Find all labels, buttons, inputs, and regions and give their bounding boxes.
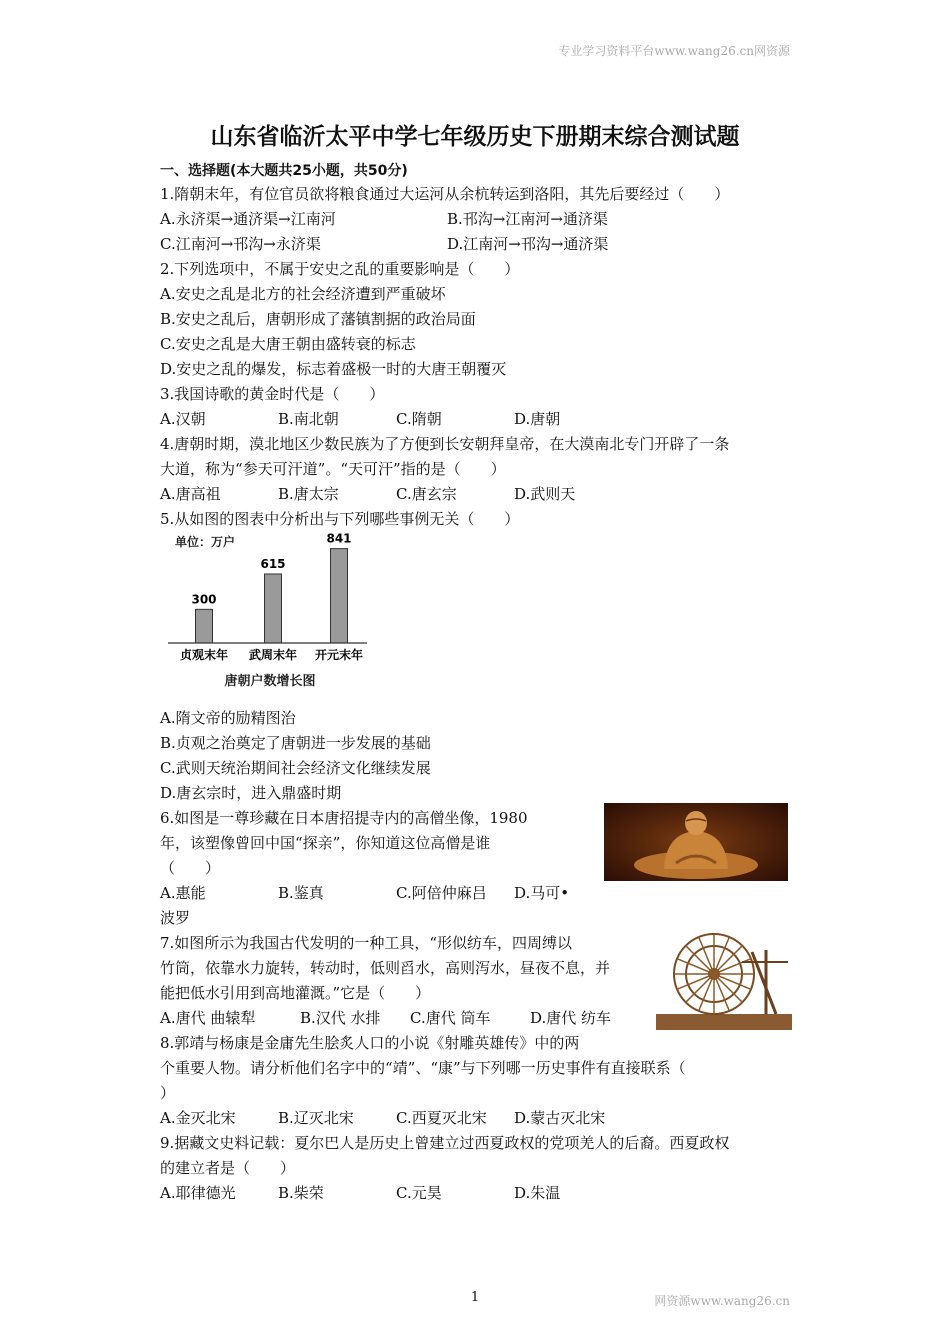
q8-option-d: D.蒙古灭北宋	[514, 1109, 606, 1127]
q4-stem-line2: 大道，称为“参天可汗道”。“天可汗”指的是（ ）	[160, 460, 506, 478]
q3-option-d: D.唐朝	[514, 410, 561, 428]
q2-option-a: A.安史之乱是北方的社会经济遭到严重破坏	[160, 285, 446, 303]
q4-stem-line1: 4.唐朝时期，漠北地区少数民族为了方便到长安朝拜皇帝，在大漠南北专门开辟了一条	[160, 435, 730, 453]
q8-stem-line2: 个重要人物。请分析他们名字中的“靖”、“康”与下列哪一历史事件有直接联系（	[160, 1059, 686, 1077]
q9-stem-line1: 9.据藏文史料记载：夏尔巴人是历史上曾建立过西夏政权的党项羌人的后裔。西夏政权	[160, 1134, 730, 1152]
q5-option-d: D.唐玄宗时，进入鼎盛时期	[160, 784, 342, 802]
q4-option-c: C.唐玄宗	[396, 485, 457, 503]
q4-option-b: B.唐太宗	[278, 485, 339, 503]
q3-option-c: C.隋朝	[396, 410, 442, 428]
q7-option-b: B.汉代 水排	[300, 1009, 381, 1027]
q8-option-c: C.西夏灭北宋	[396, 1109, 487, 1127]
q3-option-b: B.南北朝	[278, 410, 339, 428]
chart-bar	[331, 549, 348, 643]
q5-stem: 5.从如图的图表中分析出与下列哪些事例无关（ ）	[160, 510, 520, 528]
q7-option-a: A.唐代 曲辕犁	[160, 1009, 256, 1027]
q6-option-b: B.鉴真	[278, 884, 324, 902]
household-bar-chart	[162, 530, 382, 695]
q2-option-b: B.安史之乱后，唐朝形成了藩镇割据的政治局面	[160, 310, 476, 328]
q8-option-b: B.辽灭北宋	[278, 1109, 354, 1127]
q7-stem-line3: 能把低水引用到高地灌溉。”它是（ ）	[160, 984, 431, 1002]
chart-data-label: 300	[191, 592, 217, 607]
q9-stem-line2: 的建立者是（ ）	[160, 1159, 296, 1177]
chart-category-label: 开元末年	[314, 648, 364, 662]
q9-option-b: B.柴荣	[278, 1184, 324, 1202]
header-source: 专业学习资料平台www.wang26.cn网资源	[558, 44, 790, 58]
q2-option-d: D.安史之乱的爆发，标志着盛极一时的大唐王朝覆灭	[160, 360, 507, 378]
q6-stem-line3: （ ）	[160, 859, 221, 877]
q9-option-d: D.朱温	[514, 1184, 561, 1202]
q8-option-a: A.金灭北宋	[160, 1109, 236, 1127]
q7-stem-line2: 竹筒，依靠水力旋转，转动时，低则舀水，高则泻水，昼夜不息，并	[160, 959, 611, 977]
q2-option-c: C.安史之乱是大唐王朝由盛转衰的标志	[160, 335, 416, 353]
q6-option-d-cont: 波罗	[160, 909, 191, 927]
q1-option-a: A.永济渠→通济渠→江南河	[160, 210, 336, 228]
q5-option-b: B.贞观之治奠定了唐朝进一步发展的基础	[160, 734, 431, 752]
q6-option-a: A.惠能	[160, 884, 206, 902]
q5-option-c: C.武则天统治期间社会经济文化继续发展	[160, 759, 431, 777]
page-number: 1	[470, 1290, 480, 1305]
section-heading: 一、选择题(本大题共25小题，共50分)	[160, 163, 408, 179]
q4-option-a: A.唐高祖	[160, 485, 221, 503]
q1-option-b: B.邗沟→江南河→通济渠	[447, 210, 608, 228]
q1-option-d: D.江南河→邗沟→通济渠	[447, 235, 609, 253]
q3-option-a: A.汉朝	[160, 410, 206, 428]
q4-option-d: D.武则天	[514, 485, 576, 503]
q8-stem-line3: ）	[160, 1084, 176, 1102]
q1-option-c: C.江南河→邗沟→永济渠	[160, 235, 321, 253]
water-wheel-image	[656, 922, 792, 1030]
q5-option-a: A.隋文帝的励精图治	[160, 709, 296, 727]
q7-option-d: D.唐代 纺车	[530, 1009, 612, 1027]
q7-stem-line1: 7.如图所示为我国古代发明的一种工具，“形似纺车，四周缚以	[160, 934, 572, 952]
q3-stem: 3.我国诗歌的黄金时代是（ ）	[160, 385, 385, 403]
q6-stem-line1: 6.如图是一尊珍藏在日本唐招提寺内的高僧坐像，1980	[160, 809, 528, 827]
footer-source: 网资源www.wang26.cn	[654, 1294, 790, 1308]
q7-option-c: C.唐代 筒车	[410, 1009, 491, 1027]
chart-category-label: 武周末年	[248, 648, 298, 662]
chart-bar	[265, 574, 282, 643]
q6-option-d: D.马可•	[514, 884, 570, 902]
q9-option-c: C.元昊	[396, 1184, 442, 1202]
page-title: 山东省临沂太平中学七年级历史下册期末综合测试题	[210, 124, 740, 150]
q8-stem-line1: 8.郭靖与杨康是金庸先生脍炙人口的小说《射雕英雄传》中的两	[160, 1034, 580, 1052]
chart-data-label: 841	[326, 531, 352, 546]
q6-stem-line2: 年，该塑像曾回中国“探亲”，你知道这位高僧是谁	[160, 834, 491, 852]
chart-category-label: 贞观末年	[179, 648, 229, 662]
q2-stem: 2.下列选项中，不属于安史之乱的重要影响是（ ）	[160, 260, 520, 278]
monk-statue-image	[604, 803, 788, 881]
chart-title: 唐朝户数增长图	[224, 674, 316, 689]
q1-stem: 1.隋朝末年，有位官员欲将粮食通过大运河从余杭转运到洛阳，其先后要经过（ ）	[160, 185, 730, 203]
q6-option-c: C.阿倍仲麻吕	[396, 884, 487, 902]
q9-option-a: A.耶律德光	[160, 1184, 236, 1202]
chart-bar	[196, 609, 213, 643]
chart-unit-label: 单位：万户	[175, 535, 236, 549]
chart-data-label: 615	[260, 556, 286, 571]
